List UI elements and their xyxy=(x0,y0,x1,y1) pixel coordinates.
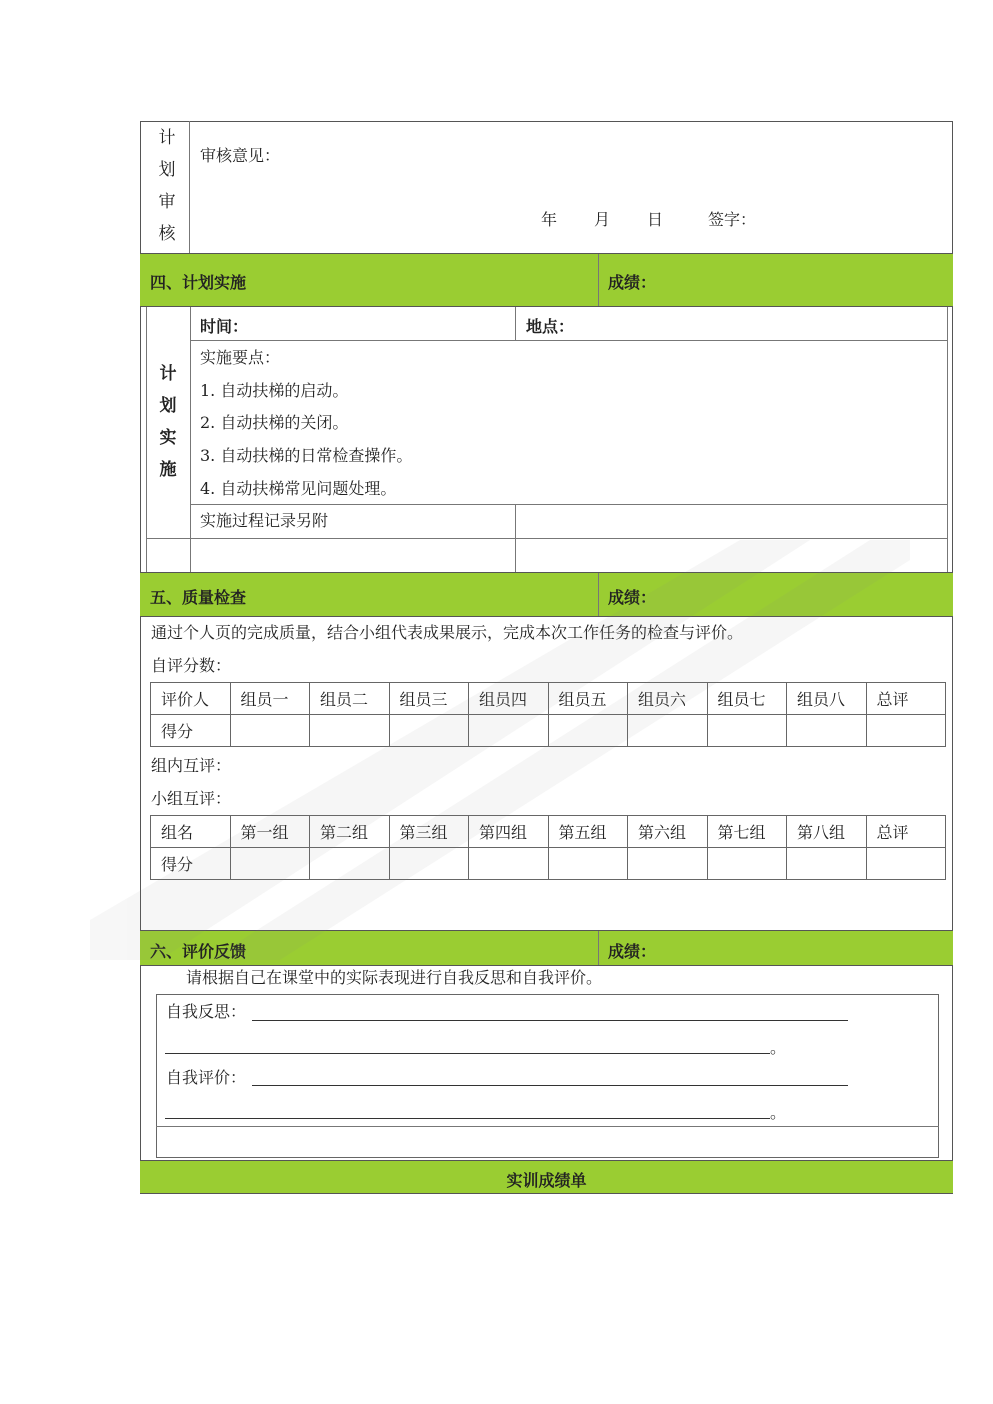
table-header-cell: 组员三 xyxy=(389,683,469,715)
table-header-cell: 第七组 xyxy=(707,816,787,848)
table-header-cell: 第五组 xyxy=(548,816,628,848)
plan-review-side-label xyxy=(152,122,182,250)
score-cell[interactable] xyxy=(707,848,787,880)
table-header-cell: 总评 xyxy=(866,683,946,715)
score-cell[interactable] xyxy=(389,715,469,747)
score-cell[interactable] xyxy=(469,715,549,747)
section4-score-label: 成绩： xyxy=(608,273,657,292)
period-mark: 。 xyxy=(770,1038,787,1057)
side-char: 施 xyxy=(159,460,177,480)
evaluation-line[interactable] xyxy=(252,1085,848,1086)
points-title: 实施要点： xyxy=(200,348,281,367)
table-header-cell: 组员一 xyxy=(230,683,310,715)
score-cell[interactable] xyxy=(548,848,628,880)
section5-title: 五、质量检查 xyxy=(150,588,247,607)
divider xyxy=(947,307,948,572)
table-header-cell: 第八组 xyxy=(787,816,867,848)
divider xyxy=(190,504,947,505)
table-header-cell: 第一组 xyxy=(230,816,310,848)
point-item: 1. 自动扶梯的启动。 xyxy=(200,381,349,400)
footer-title: 实训成绩单 xyxy=(506,1171,587,1190)
score-cell[interactable] xyxy=(310,848,390,880)
table-header-cell: 组员二 xyxy=(310,683,390,715)
score-cell[interactable] xyxy=(787,715,867,747)
divider xyxy=(146,538,947,539)
section6-intro: 请根据自己在课堂中的实际表现进行自我反思和自我评价。 xyxy=(186,968,603,987)
section5-score-label: 成绩： xyxy=(608,588,657,607)
table-header-row xyxy=(151,683,946,715)
divider xyxy=(598,254,599,306)
side-char: 核 xyxy=(158,224,176,244)
table-header-cell: 组员五 xyxy=(548,683,628,715)
footer-bar xyxy=(140,1160,953,1194)
side-char: 划 xyxy=(159,396,177,416)
side-char: 计 xyxy=(158,128,176,148)
score-cell[interactable] xyxy=(628,715,708,747)
inter-group-label: 小组互评： xyxy=(151,789,232,808)
table-header-cell: 评价人 xyxy=(151,683,231,715)
table-header-cell: 总评 xyxy=(866,816,946,848)
signature-label: 签字： xyxy=(708,210,757,229)
side-char: 实 xyxy=(159,428,177,448)
score-cell[interactable] xyxy=(866,848,946,880)
section5-header xyxy=(140,572,953,617)
table-header-cell: 组名 xyxy=(151,816,231,848)
date-year: 年 xyxy=(541,210,558,229)
reflection-line[interactable] xyxy=(165,1053,770,1054)
score-cell[interactable] xyxy=(310,715,390,747)
record-label: 实施过程记录另附 xyxy=(200,511,329,530)
table-header-cell: 组员七 xyxy=(707,683,787,715)
divider xyxy=(190,307,191,572)
score-cell[interactable] xyxy=(548,715,628,747)
evaluation-label: 自我评价： xyxy=(166,1068,247,1087)
table-header-cell: 第二组 xyxy=(310,816,390,848)
section4-header xyxy=(140,253,953,307)
side-char: 计 xyxy=(159,364,177,384)
point-item: 2. 自动扶梯的关闭。 xyxy=(200,413,349,432)
table-header-cell: 第六组 xyxy=(628,816,708,848)
section4-title: 四、计划实施 xyxy=(150,273,247,292)
table-header-cell: 组员四 xyxy=(469,683,549,715)
divider xyxy=(515,504,516,572)
row-label-cell: 得分 xyxy=(151,715,231,747)
table-header-cell: 第四组 xyxy=(469,816,549,848)
time-label: 时间： xyxy=(200,317,249,336)
score-cell[interactable] xyxy=(787,848,867,880)
evaluation-line[interactable] xyxy=(165,1118,770,1119)
side-char: 审 xyxy=(158,192,176,212)
divider xyxy=(146,307,147,572)
side-char: 划 xyxy=(158,160,176,180)
place-label: 地点： xyxy=(526,317,575,336)
score-cell[interactable] xyxy=(469,848,549,880)
section5-intro: 通过个人页的完成质量，结合小组代表成果展示，完成本次工作任务的检查与评价。 xyxy=(151,623,744,642)
score-cell[interactable] xyxy=(230,848,310,880)
section6-score-label: 成绩： xyxy=(608,942,657,961)
table-header-row xyxy=(151,816,946,848)
feedback-box xyxy=(156,994,939,1158)
score-cell[interactable] xyxy=(389,848,469,880)
intra-group-label: 组内互评： xyxy=(151,756,232,775)
table-row xyxy=(151,848,946,880)
score-cell[interactable] xyxy=(230,715,310,747)
divider xyxy=(189,121,190,253)
score-cell[interactable] xyxy=(866,715,946,747)
section6-title: 六、评价反馈 xyxy=(150,942,247,961)
point-item: 4. 自动扶梯常见问题处理。 xyxy=(200,479,397,498)
score-cell[interactable] xyxy=(628,848,708,880)
self-score-label: 自评分数： xyxy=(151,656,232,675)
table-header-cell: 组员八 xyxy=(787,683,867,715)
divider xyxy=(515,307,516,340)
row-label-cell: 得分 xyxy=(151,848,231,880)
reflection-label: 自我反思： xyxy=(166,1002,247,1021)
divider xyxy=(156,1126,939,1127)
reflection-line[interactable] xyxy=(252,1020,848,1021)
table-row xyxy=(151,715,946,747)
plan-implement-side-label xyxy=(153,358,183,486)
table-header-cell: 组员六 xyxy=(628,683,708,715)
score-cell[interactable] xyxy=(707,715,787,747)
period-mark: 。 xyxy=(770,1103,787,1122)
self-score-table xyxy=(150,682,946,747)
date-day: 日 xyxy=(647,210,664,229)
section6-header xyxy=(140,930,953,966)
divider xyxy=(598,573,599,616)
divider xyxy=(190,340,947,341)
date-month: 月 xyxy=(594,210,611,229)
divider xyxy=(598,931,599,965)
point-item: 3. 自动扶梯的日常检查操作。 xyxy=(200,446,413,465)
table-header-cell: 第三组 xyxy=(389,816,469,848)
group-score-table xyxy=(150,815,946,880)
review-opinion-label: 审核意见： xyxy=(200,146,281,165)
